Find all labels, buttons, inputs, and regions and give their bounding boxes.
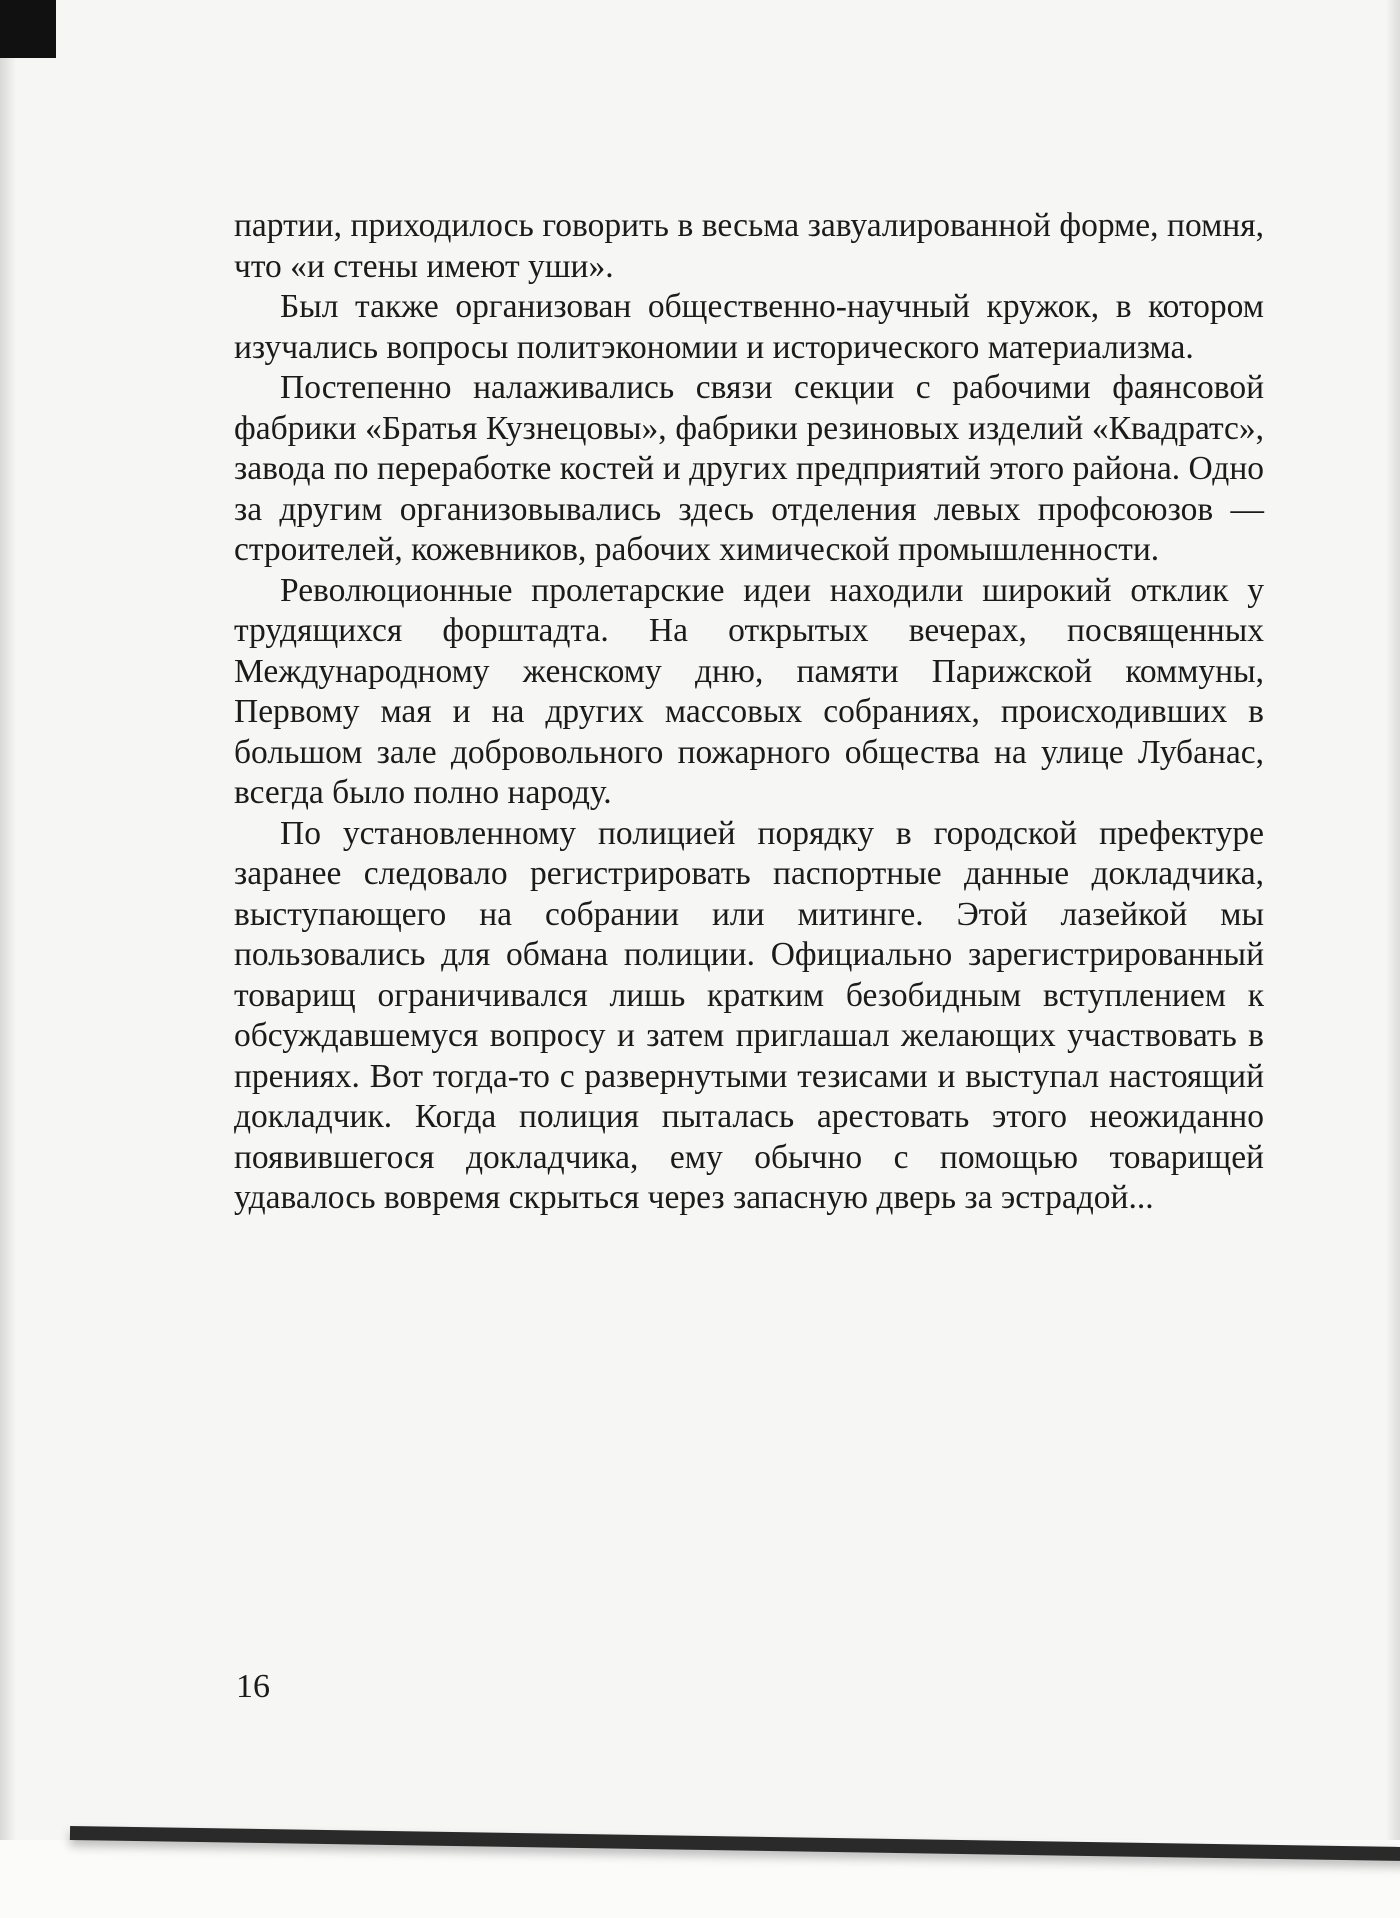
paragraph-continuation: партии, приходилось говорить в весьма завуалированной форме, помня, что «и стены имеют уши». [234, 207, 1264, 285]
paragraph-police-registration: По установленному полицией порядку в городской префектуре заранее следовало регистрировать паспортные данные докладчика, выступающего на собрании или митинге. Этой лазейкой мы пользовались для обмана полиции. Официально зарегистрированный товарищ ограничивался лишь кратким безобидным вступлением к обсуждавшемуся вопросу и затем приглашал желающих участвовать в прениях. Вот тогда-то с развернутыми тезисами и выступал настоящий докладчик. Когда полиция пыталась арестовать этого неожиданно появившегося докладчика, ему обычно с помощью товарищей удавалось вовремя скрыться через запасную дверь за эстрадой... [234, 814, 1264, 1216]
scan-corner-shadow [0, 0, 56, 58]
page-left-shadow [0, 58, 16, 1918]
paragraph-revolutionary-ideas: Революционные пролетарские идеи находили широкий отклик у трудящихся форштадта. На открытых вечерах, посвященных Международному женскому дню, памяти Парижской коммуны, Первому мая и на других массовых собраниях, происходивших в большом зале добровольного пожарного общества на улице Лубанас, всегда было полно народу. [234, 571, 1264, 811]
page-right-shadow [1386, 0, 1400, 1918]
paragraph-study-circle: Был также организован общественно-научный кружок, в котором изучались вопросы политэкономии и исторического материализма. [234, 288, 1264, 366]
page-body-text [234, 206, 1264, 1219]
page-number: 16 [236, 1668, 270, 1705]
paragraph-worker-ties: Постепенно налаживались связи секции с рабочими фаянсовой фабрики «Братья Кузнецовы», фабрики резиновых изделий «Квадратс», завода по переработке костей и других предприятий этого района. Одно за другим организовывались здесь отделения левых профсоюзов — строителей, кожевников, рабочих химической промышленности. [234, 369, 1264, 568]
